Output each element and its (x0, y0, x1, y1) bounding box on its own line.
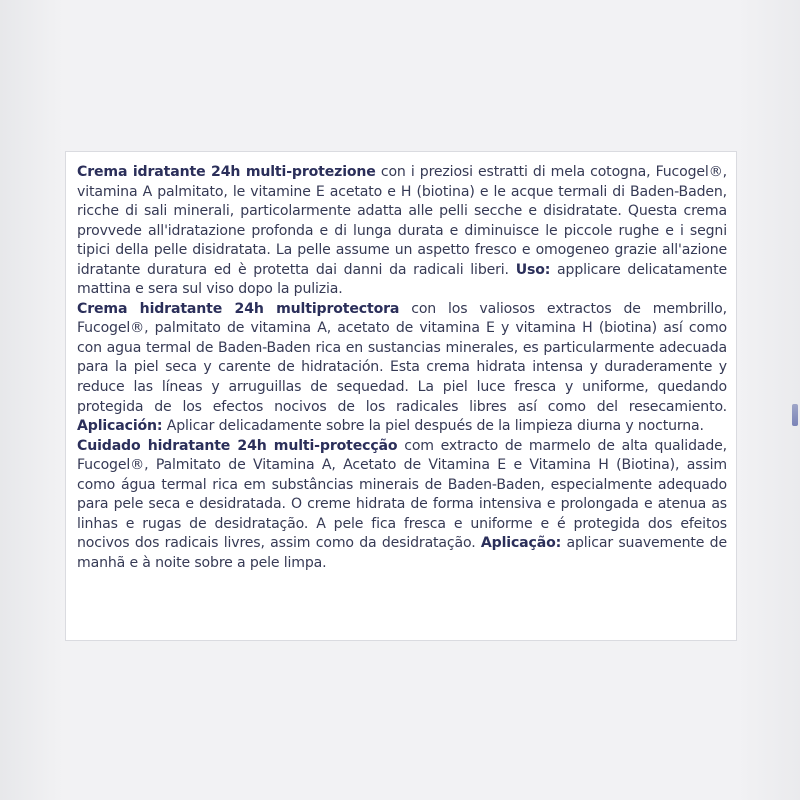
section-spanish (77, 300, 727, 437)
portuguese-usage-label: Aplicação: (480, 535, 562, 552)
section-italian (77, 163, 727, 300)
italian-product-title: Crema idratante 24h multi-protezione (77, 164, 376, 180)
spanish-usage-label: Aplicación: (77, 418, 163, 435)
packaging-edge-mark (792, 404, 798, 426)
portuguese-description: com extracto de marmelo de alta qualidade, Fucogel®, Palmitato de Vitamina A, Acetato de Vitamina E e Vitamina H (Biotina), assim como água termal rica em substâncias minerais de Baden-Baden, especialmente adequado para pele seca e desidratada. O creme hidrata de forma intensiva e prolongada e atenua as linhas e rugas de desidratação. A pele fica fresca e uniforme e é protegida dos efeitos nocivos dos radicais livres, assim como da desidratação. (77, 437, 727, 552)
label-text-block (77, 163, 727, 573)
portuguese-product-title: Cuidado hidratante 24h multi-protecção (77, 437, 398, 454)
spanish-description: con los valiosos extractos de membrillo, Fucogel®, palmitato de vitamina A, acetato de vitamina E y vitamina H (biotina) así como con agua termal de Baden-Baden rica en sustancias minerales, es particularmente adecuada para la piel seca y carente de hidratación. Esta crema hidrata intensa y duraderamente y reduce las líneas y arruguillas de sequedad. La piel luce fresca y uniforme, quedando protegida de los efectos nocivos de los radicales libres así como del resecamiento. (77, 300, 727, 415)
spanish-product-title: Crema hidratante 24h multiprotectora (77, 300, 400, 317)
italian-usage-label: Uso: (515, 261, 551, 278)
portuguese-usage-text: aplicar suavemente de manhã e à noite sobre a pele limpa. (77, 535, 727, 571)
section-portuguese (77, 437, 727, 574)
spanish-usage-text: Aplicar delicadamente sobre la piel después de la limpieza diurna y nocturna. (162, 418, 704, 435)
italian-description: con i preziosi estratti di mela cotogna, Fucogel®, vitamina A palmitato, le vitamine E acetato e H (biotina) e le acque termali di Baden-Baden, ricche di sali minerali, particolarmente adatta alle pelli secche e disidratate. Questa crema provvede all'idratazione profonda e di lunga durata e diminuisce le piccole rughe e i segni tipici della pelle disidratata. La pelle assume un aspetto fresco e omogeneo grazie all'azione idratante duratura ed è protetta dai danni da radicali liberi. (77, 164, 727, 278)
italian-usage-text: applicare delicatamente mattina e sera sul viso dopo la pulizia. (77, 261, 727, 298)
